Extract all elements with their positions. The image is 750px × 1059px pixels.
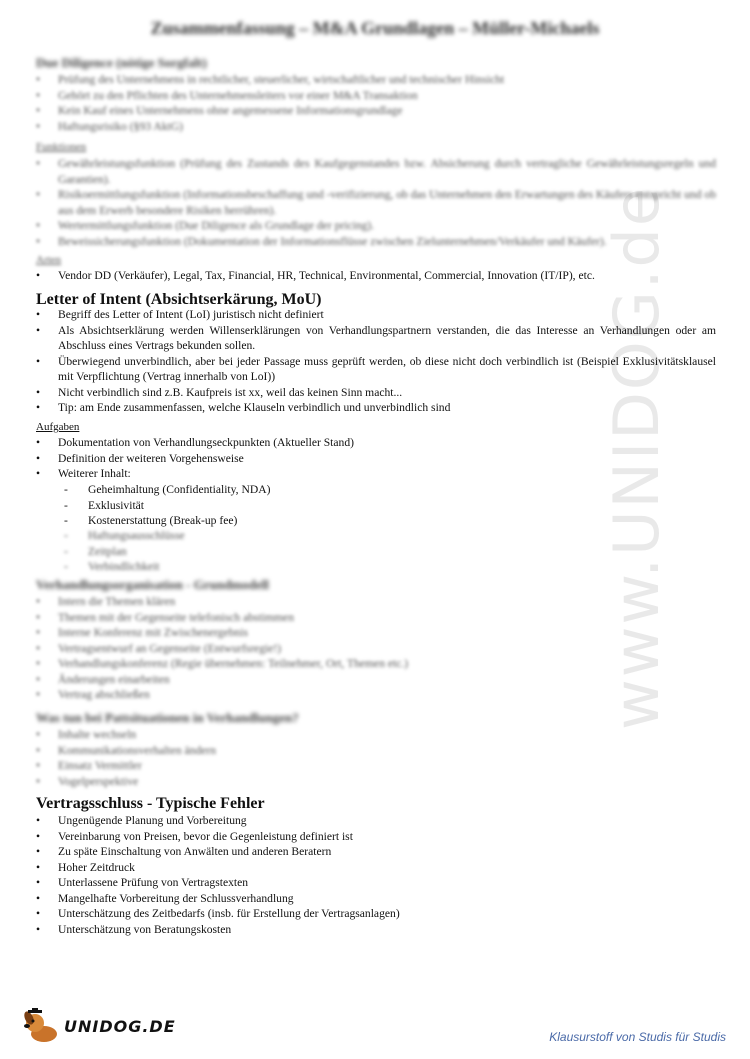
list-item: - Geheimhaltung (Confidentiality, NDA) (64, 482, 270, 498)
dog-icon (22, 1008, 62, 1044)
verhandlung-list (36, 594, 716, 703)
list-item: • Vereinbarung von Preisen, bevor die Gegenleistung definiert ist (36, 829, 716, 845)
funktionen-list (36, 156, 716, 249)
aufgaben-label: Aufgaben (36, 421, 80, 433)
footer-text: Klausurstoff von Studis für Studis (549, 1030, 726, 1044)
patt-list (36, 727, 716, 789)
verhandlung-heading: Verhandlungsorganisation - Grundmodell (36, 577, 269, 592)
list-item: - Haftungsausschlüsse (64, 528, 185, 544)
list-item: • Definition der weiteren Vorgehensweise (36, 451, 716, 467)
fehler-heading: Vertragsschluss - Typische Fehler (36, 795, 265, 812)
list-item: • Kommunikationsverhalten ändern (36, 743, 716, 759)
list-item: • Inhalte wechseln (36, 727, 716, 743)
list-item: • Beweissicherungsfunktion (Dokumentation der Informationsflüsse zwischen Zielunternehmen/Verkäufer und Käufer). (36, 234, 716, 250)
list-item: • Begriff des Letter of Intent (LoI) juristisch nicht definiert (36, 307, 716, 323)
list-item: • Zu späte Einschaltung von Anwälten und anderen Beratern (36, 844, 716, 860)
loi-list (36, 307, 716, 416)
list-item: • Einsatz Vermittler (36, 758, 716, 774)
list-item: - Kostenerstattung (Break-up fee) (64, 513, 270, 529)
list-item: • Nicht verbindlich sind z.B. Kaufpreis ist xx, weil das keinen Sinn macht... (36, 385, 716, 401)
list-item: • Gewährleistungsfunktion (Prüfung des Zustands des Kaufgegenstandes bzw. Absicherung durch vertragliche Gewährleistungsregeln und Garantien). (36, 156, 716, 187)
list-item: • Unterlassene Prüfung von Vertragstexten (36, 875, 716, 891)
list-item: • Als Absichtserklärung werden Willenserklärungen von Verhandlungspartnern verstanden, die das Interesse an Verhandlungen oder am Abschluss eines Vertrags bekunden sollen. (36, 323, 716, 354)
list-item: • Weiterer Inhalt: (36, 466, 716, 482)
list-item: • Verhandlungskonferenz (Regie übernehmen: Teilnehmer, Ort, Themen etc.) (36, 656, 716, 672)
arten-label: Arten (36, 254, 62, 266)
unidog-logo[interactable] (22, 1008, 176, 1044)
list-item: • Änderungen einarbeiten (36, 672, 716, 688)
page-title: Zusammenfassung – M&A Grundlagen – Müller-Michaels (150, 18, 600, 38)
fehler-list (36, 813, 716, 937)
funktionen-label: Funktionen (36, 141, 87, 153)
list-item: • Vertrag abschließen (36, 687, 716, 703)
list-item: • Kein Kauf eines Unternehmens ohne angemessene Informationsgrundlage (36, 103, 716, 119)
logo-text: UNIDOG.DE (64, 1016, 176, 1036)
list-item: • Haftungsrisiko (§93 AktG) (36, 119, 716, 135)
list-item: • Wertermittlungsfunktion (Due Diligence als Grundlage der pricing). (36, 218, 716, 234)
loi-heading: Letter of Intent (Absichtserkärung, MoU) (36, 291, 322, 308)
inhalt-blurred-list (64, 528, 185, 575)
list-item: • Vogelperspektive (36, 774, 716, 790)
list-item: • Gehört zu den Pflichten des Unternehmensleiters vor einer M&A Transaktion (36, 88, 716, 104)
list-item: - Exklusivität (64, 498, 270, 514)
list-item: • Ungenügende Planung und Vorbereitung (36, 813, 716, 829)
list-item: • Vendor DD (Verkäufer), Legal, Tax, Financial, HR, Technical, Environmental, Commercial, Innovation (IT/IP), etc. (36, 268, 716, 284)
list-item: • Mangelhafte Vorbereitung der Schlussverhandlung (36, 891, 716, 907)
arten-list (36, 268, 716, 284)
list-item: • Dokumentation von Verhandlungseckpunkten (Aktueller Stand) (36, 435, 716, 451)
list-item: • Interne Konferenz mit Zwischenergebnis (36, 625, 716, 641)
list-item: • Tip: am Ende zusammenfassen, welche Klauseln verbindlich und unverbindlich sind (36, 400, 716, 416)
list-item: • Unterschätzung von Beratungskosten (36, 922, 716, 938)
list-item: - Zeitplan (64, 544, 185, 560)
list-item: • Prüfung des Unternehmens in rechtlicher, steuerlicher, wirtschaftlicher und technischer Hinsicht (36, 72, 716, 88)
list-item: • Vertragsentwurf an Gegenseite (Entwurfsregie!) (36, 641, 716, 657)
due-diligence-list (36, 72, 716, 134)
list-item: • Intern die Themen klären (36, 594, 716, 610)
list-item: • Risikoermittlungsfunktion (Informationsbeschaffung und -verifizierung, ob das Unternehmen den Erwartungen des Käufers entspricht und ob aus dem Erwerb besondere Risiken herrühren). (36, 187, 716, 218)
due-diligence-heading: Due Diligence (nötige Sorgfalt) (36, 55, 207, 70)
list-item: • Unterschätzung des Zeitbedarfs (insb. für Erstellung der Vertragsanlagen) (36, 906, 716, 922)
list-item: • Themen mit der Gegenseite telefonisch abstimmen (36, 610, 716, 626)
list-item: • Hoher Zeitdruck (36, 860, 716, 876)
watermark-text: www.UNIDOG.de (600, 186, 673, 730)
inhalt-list (64, 482, 270, 529)
list-item: - Verbindlichkeit (64, 559, 185, 575)
aufgaben-list (36, 435, 716, 482)
patt-heading: Was tun bei Pattsituationen in Verhandlungen? (36, 710, 299, 725)
list-item: • Überwiegend unverbindlich, aber bei jeder Passage muss geprüft werden, ob diese nicht doch verbindlich ist (Beispiel Exklusivitätsklausel mit Verpflichtung (Vertrag innerhalb von LoI)) (36, 354, 716, 385)
